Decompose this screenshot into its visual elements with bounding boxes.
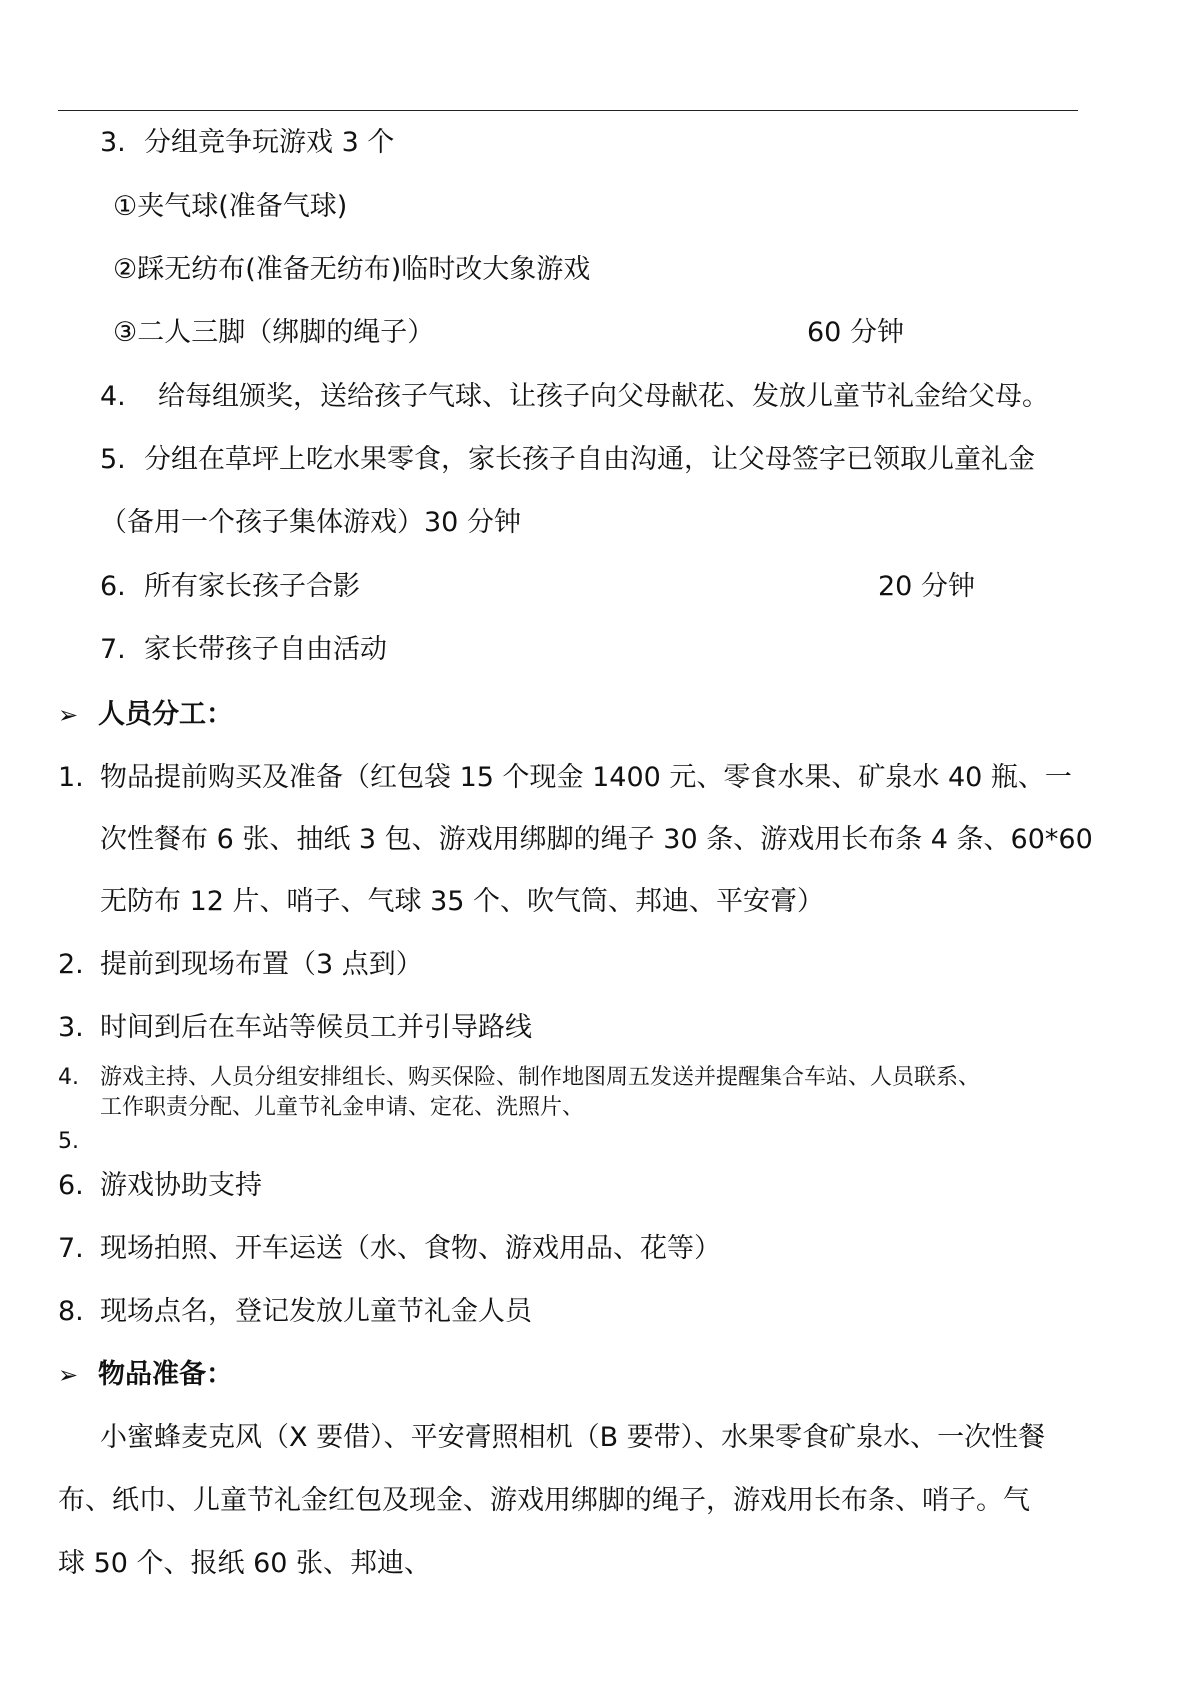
item-text: 给每组颁奖，送给孩子气球、让孩子向父母献花、发放儿童节礼金给父母。: [158, 381, 1049, 412]
staff-item-1-line-3: [100, 884, 824, 920]
item-text: 次性餐布 6 张、抽纸 3 包、游戏用绑脚的绳子 30 条、游戏用长布条 4 条、60*60: [100, 824, 1093, 855]
schedule-item-7: [100, 632, 387, 668]
section-heading-staffing: [58, 697, 233, 733]
arrow-bullet-icon: ➢: [58, 1361, 79, 1389]
item-number: 7.: [100, 634, 126, 665]
item-number: 4.: [58, 1065, 79, 1090]
item-text: 现场拍照、开车运送（水、食物、游戏用品、花等）: [100, 1233, 721, 1264]
arrow-bullet-icon: ➢: [58, 701, 79, 729]
paragraph-text: 小蜜蜂麦克风（X 要借）、平安膏照相机（B 要带）、水果零食矿泉水、一次性餐: [100, 1422, 1046, 1453]
schedule-item-6: [100, 569, 360, 605]
header-rule: [58, 110, 1078, 111]
section-heading-supplies: [58, 1357, 233, 1393]
item-text: 分组竞争玩游戏 3 个: [144, 127, 395, 158]
item-text: （备用一个孩子集体游戏）30 分钟: [100, 507, 521, 538]
staff-item-4-line-2: [100, 1093, 584, 1123]
item-6-duration: [878, 569, 975, 605]
item-number: 6.: [100, 571, 126, 602]
item-text: 无防布 12 片、哨子、气球 35 个、吹气筒、邦迪、平安膏）: [100, 886, 825, 917]
schedule-item-4: [100, 379, 1049, 415]
item-number: 4.: [100, 381, 126, 412]
duration-text: 20 分钟: [878, 571, 975, 602]
game-item-3: [113, 315, 434, 351]
item-number: 3.: [58, 1012, 84, 1043]
supplies-line-3: [58, 1546, 431, 1582]
game-text: ①夹气球(准备气球): [113, 191, 348, 222]
item-text: 物品提前购买及准备（红包袋 15 个现金 1400 元、零食水果、矿泉水 40 瓶、一: [100, 762, 1072, 793]
game-text: ③二人三脚（绑脚的绳子）: [113, 317, 435, 348]
staff-item-8: [58, 1294, 532, 1330]
item-number: 5.: [58, 1129, 79, 1154]
schedule-item-5: [100, 442, 1035, 478]
staff-item-2: [58, 947, 423, 983]
item-number: 8.: [58, 1296, 84, 1327]
heading-text: 物品准备：: [98, 1359, 233, 1390]
item-text: 提前到现场布置（3 点到）: [100, 949, 423, 980]
item-text: 工作职责分配、儿童节礼金申请、定花、洗照片、: [100, 1095, 585, 1120]
paragraph-text: 球 50 个、报纸 60 张、邦迪、: [58, 1548, 432, 1579]
item-text: 家长带孩子自由活动: [144, 634, 387, 665]
staff-item-1-line-2: [100, 822, 1093, 858]
game-text: ②踩无纺布(准备无纺布)临时改大象游戏: [113, 254, 591, 285]
schedule-item-5-continuation: [100, 505, 521, 541]
staff-item-4: [58, 1063, 980, 1093]
staff-item-1: [58, 760, 1072, 796]
item-number: 7.: [58, 1233, 84, 1264]
item-text: 所有家长孩子合影: [144, 571, 360, 602]
game-item-2: [113, 252, 590, 288]
heading-text: 人员分工：: [98, 699, 233, 730]
staff-item-6: [58, 1168, 262, 1204]
staff-item-7: [58, 1231, 721, 1267]
item-number: 1.: [58, 762, 84, 793]
staff-item-3: [58, 1010, 532, 1046]
paragraph-text: 布、纸巾、儿童节礼金红包及现金、游戏用绑脚的绳子，游戏用长布条、哨子。气: [58, 1485, 1030, 1516]
item-number: 3.: [100, 127, 126, 158]
item-number: 2.: [58, 949, 84, 980]
item-text: 游戏主持、人员分组安排组长、购买保险、制作地图周五发送并提醒集合车站、人员联系、: [100, 1065, 981, 1090]
staff-item-5: [58, 1127, 100, 1157]
item-text: 游戏协助支持: [100, 1170, 262, 1201]
schedule-item-3: [100, 125, 394, 161]
supplies-line-2: [58, 1483, 1030, 1519]
item-text: 时间到后在车站等候员工并引导路线: [100, 1012, 532, 1043]
item-text: 分组在草坪上吃水果零食，家长孩子自由沟通，让父母签字已领取儿童礼金: [144, 444, 1035, 475]
item-text: 现场点名，登记发放儿童节礼金人员: [100, 1296, 532, 1327]
item-number: 6.: [58, 1170, 84, 1201]
item-number: 5.: [100, 444, 126, 475]
game-item-1: [113, 189, 347, 225]
game-duration: [807, 315, 904, 351]
duration-text: 60 分钟: [807, 317, 904, 348]
supplies-line-1: [100, 1420, 1045, 1456]
